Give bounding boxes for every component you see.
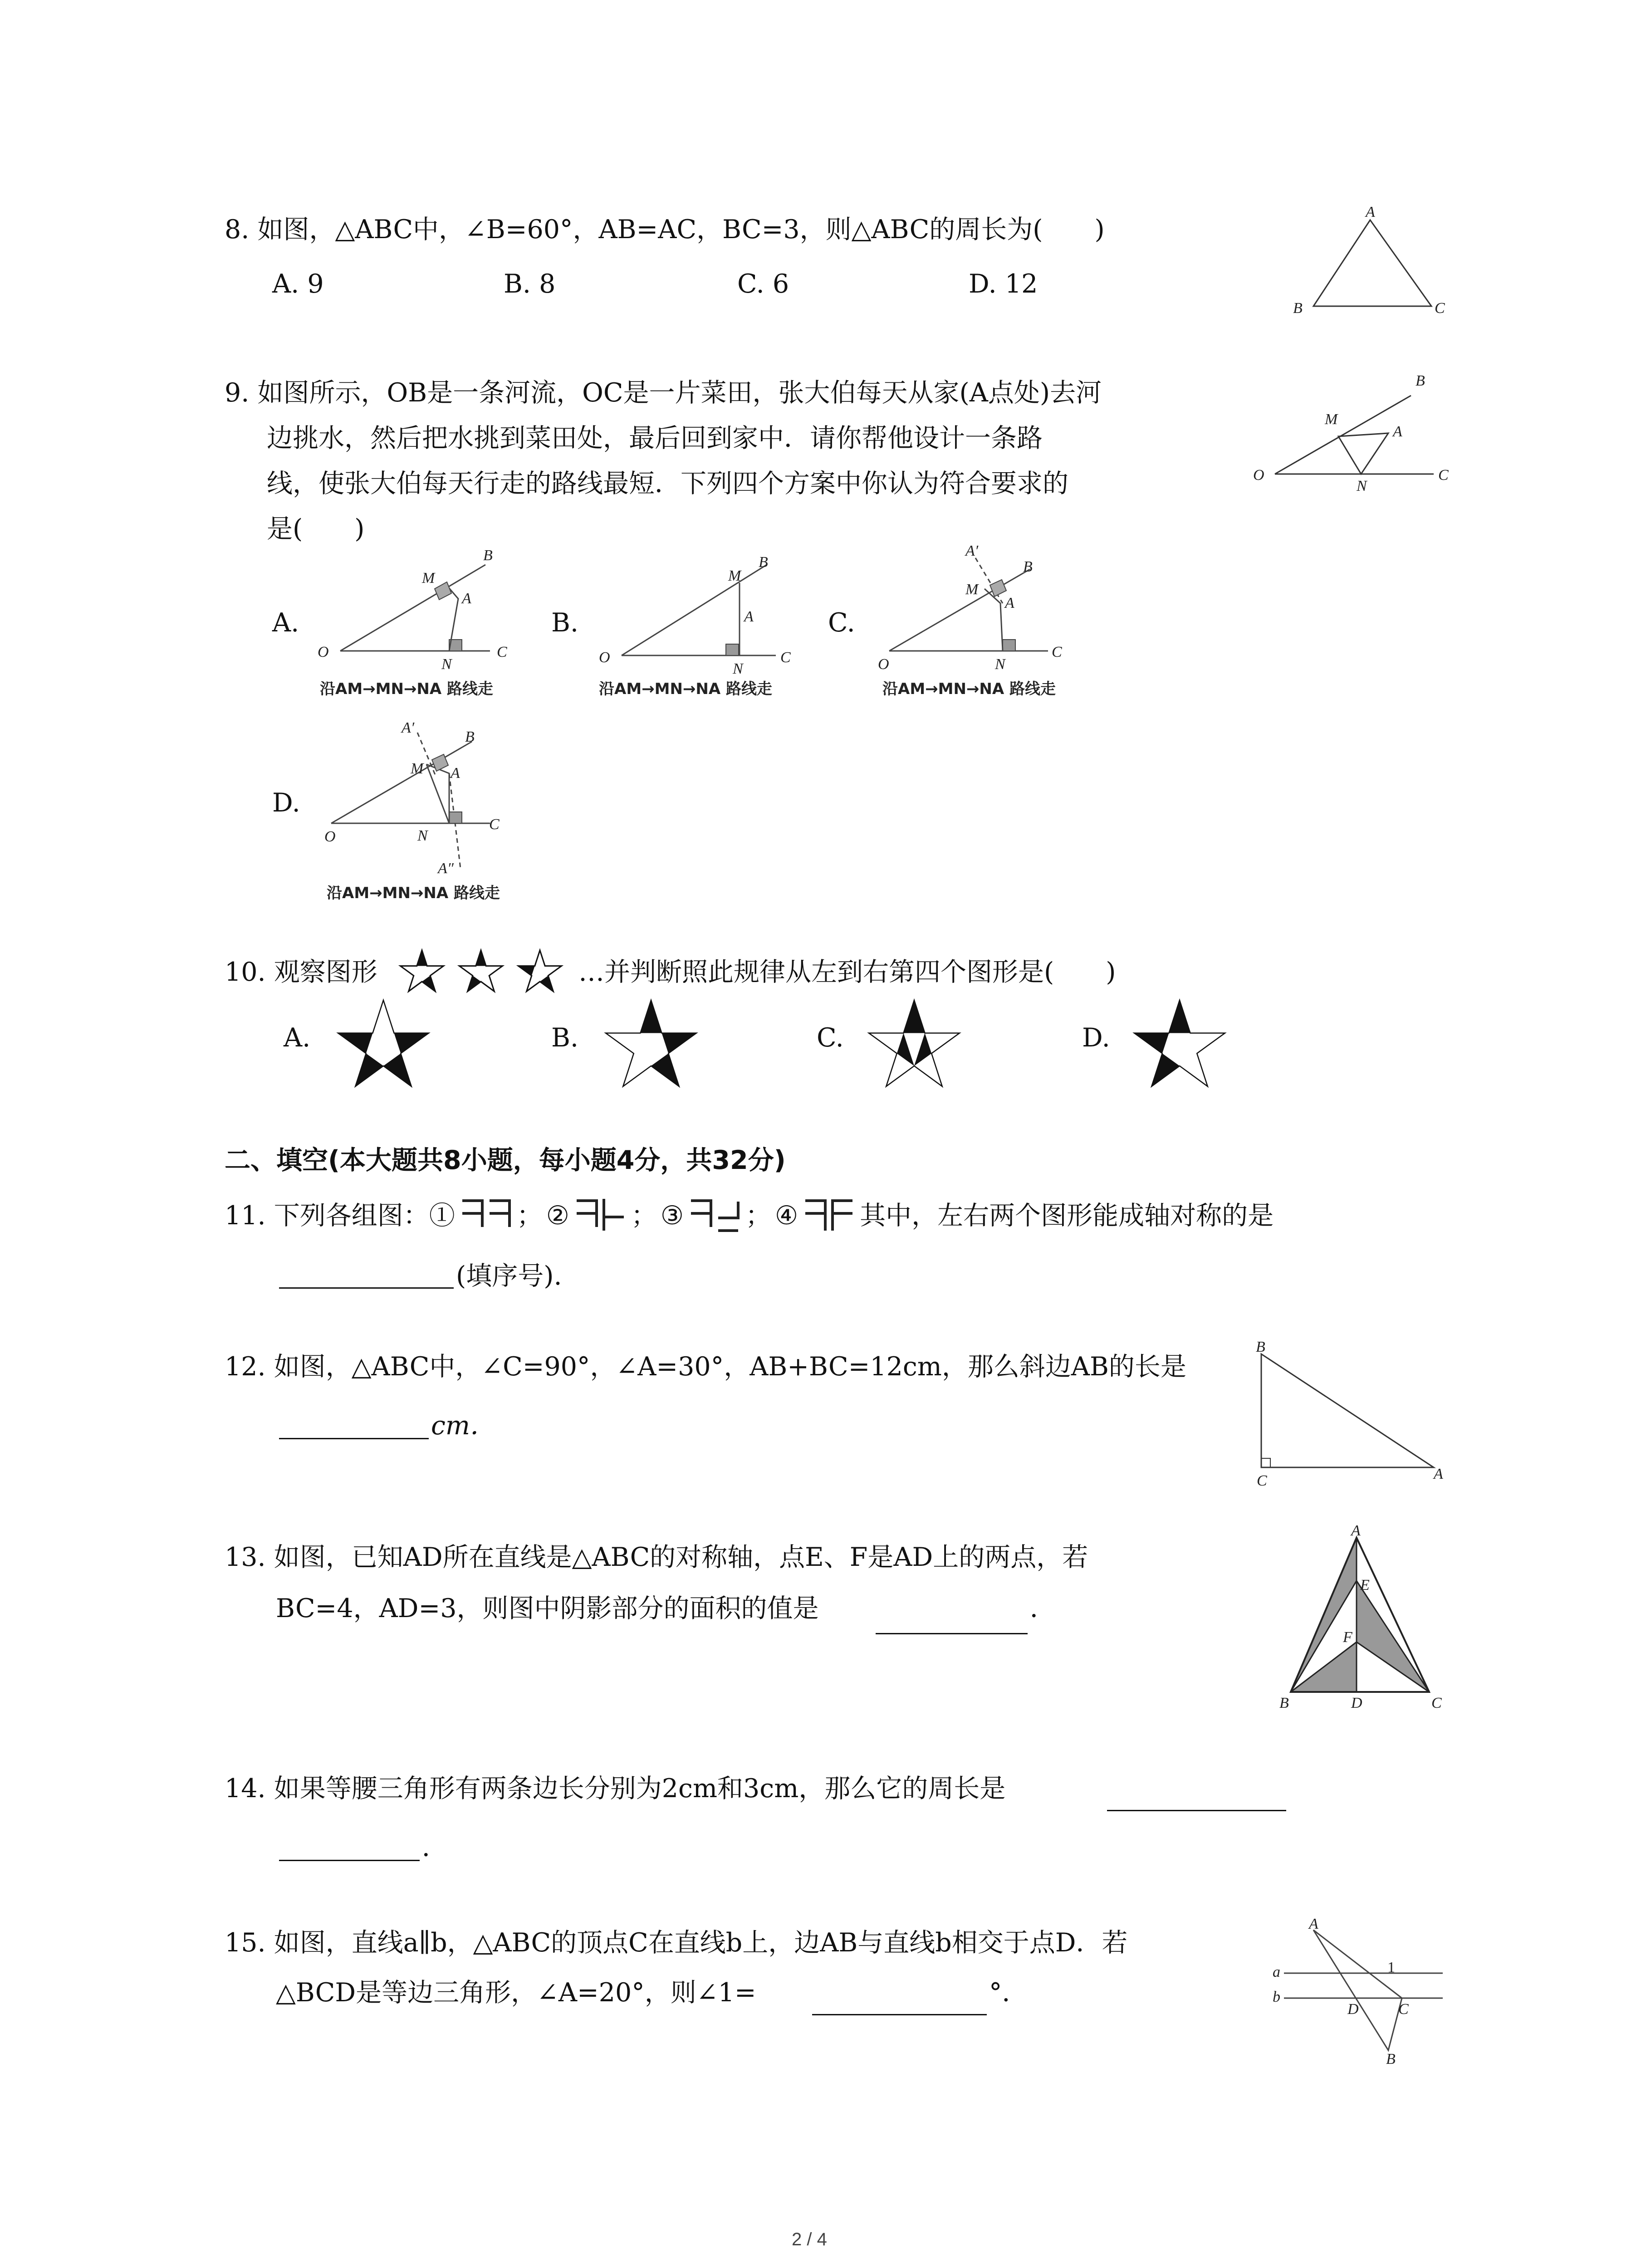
q9-c-caption: 沿AM→MN→NA 路线走 — [882, 680, 1056, 698]
q11-sep-3: ； — [745, 1200, 771, 1231]
q9-c-label-c: C — [1052, 644, 1062, 660]
q9-b-label-m: M — [728, 567, 741, 584]
q11-sep-1: ； — [516, 1200, 543, 1231]
q9-option-c-figure — [867, 540, 1093, 708]
q10-stem-continued: …并判断照此规律从左到右第四个图形是( ) — [578, 957, 1116, 987]
q8-triangle-figure — [1279, 204, 1461, 322]
q9-option-d-figure — [313, 712, 540, 912]
q9-main-label-a: A — [1393, 423, 1402, 440]
q9-line-2: 边挑水，然后把水挑到菜田处，最后回到家中．请你帮他设计一条路 — [267, 423, 1043, 453]
q9-d-label-n: N — [417, 827, 428, 844]
q9-a-label-c: C — [497, 644, 507, 660]
q9-d-label-m: M — [411, 760, 424, 777]
q12-unit: cm． — [431, 1411, 496, 1441]
q15-answer-blank[interactable] — [812, 2014, 987, 2015]
q9-main-label-m: M — [1325, 411, 1338, 428]
q13-label-b: B — [1279, 1695, 1289, 1711]
star-seq-2 — [459, 950, 502, 992]
q15-label-c: C — [1398, 2001, 1409, 2018]
q9-line-4: 是( ) — [267, 514, 365, 544]
q13-label-f: F — [1343, 1629, 1352, 1646]
q13-label-a: A — [1351, 1522, 1361, 1539]
q8-label-b: B — [1293, 300, 1303, 317]
q11-tail: (填序号). — [456, 1261, 562, 1291]
q12-label-c: C — [1257, 1472, 1267, 1489]
q9-b-label-a: A — [744, 608, 754, 625]
star-seq-3 — [518, 950, 561, 992]
q11-stem-post: 其中，左右两个图形能成轴对称的是 — [860, 1200, 1274, 1231]
q13-label-d: D — [1351, 1695, 1362, 1711]
q9-main-figure — [1243, 363, 1461, 503]
q15-end: °． — [989, 1978, 1028, 2008]
q9-a-label-o: O — [318, 644, 329, 660]
q9-option-d: D. — [272, 788, 300, 818]
q8-option-b: B. 8 — [504, 269, 556, 299]
q9-b-label-b: B — [759, 554, 768, 571]
q9-b-caption: 沿AM→MN→NA 路线走 — [599, 680, 773, 698]
q15-label-b: B — [1386, 2051, 1396, 2068]
q12-label-b: B — [1256, 1339, 1265, 1355]
q12-triangle-figure — [1234, 1338, 1452, 1492]
q9-option-a: A. — [272, 608, 299, 638]
q15-label-line-b: b — [1273, 1989, 1280, 2005]
q12-answer-blank[interactable] — [279, 1438, 429, 1439]
q9-c-label-m: M — [965, 581, 979, 598]
q15-line-2: △BCD是等边三角形，∠A=20°，则∠1= — [276, 1978, 756, 2008]
q15-parallel-lines-figure — [1266, 1916, 1461, 2068]
q9-option-b-figure — [594, 540, 821, 708]
q8-option-d: D. 12 — [969, 269, 1038, 299]
q9-d-label-b: B — [465, 728, 475, 745]
q8-label-a: A — [1366, 204, 1375, 220]
star-seq-1 — [400, 950, 443, 992]
q15-line-1: 15. 如图，直线a∥b，△ABC的顶点C在直线b上，边AB与直线b相交于点D．若 — [225, 1928, 1128, 1958]
q9-c-label-n: N — [995, 656, 1005, 673]
q9-main-label-o: O — [1253, 467, 1264, 484]
q9-b-label-o: O — [599, 649, 610, 666]
q15-label-line-a: a — [1273, 1964, 1280, 1980]
q11-stem-row — [225, 1195, 1274, 1236]
q9-c-label-o: O — [878, 656, 889, 673]
q12-stem: 12. 如图，△ABC中，∠C=90°，∠A=30°，AB+BC=12cm，那么斜边AB的长是 — [225, 1352, 1186, 1382]
q10-option-c: C. — [817, 1023, 844, 1053]
q13-end: ． — [1030, 1593, 1056, 1623]
q11-stem-pre: 11. 下列各组图：① — [225, 1200, 455, 1231]
q15-label-angle-1: 1 — [1387, 1959, 1395, 1976]
q11-num-2: ② — [546, 1200, 569, 1231]
q9-b-label-c: C — [780, 649, 791, 666]
q11-figure-4 — [802, 1195, 856, 1236]
q13-answer-blank[interactable] — [876, 1633, 1028, 1634]
q9-d-label-o: O — [324, 828, 336, 845]
q9-d-label-a-double-prime: A″ — [438, 860, 454, 877]
q11-figure-2 — [573, 1195, 627, 1236]
q9-a-label-b: B — [483, 547, 493, 564]
q9-line-1: 9. 如图所示，OB是一条河流，OC是一片菜田，张大伯每天从家(A点处)去河 — [225, 378, 1102, 408]
q15-label-a: A — [1309, 1916, 1318, 1932]
q9-a-label-a: A — [462, 590, 471, 607]
q13-label-c: C — [1431, 1695, 1442, 1711]
q8-option-c: C. 6 — [737, 269, 789, 299]
q15-label-d: D — [1347, 2001, 1359, 2018]
q9-option-a-figure — [313, 540, 540, 708]
q10-option-a: A. — [284, 1023, 311, 1053]
q9-a-caption: 沿AM→MN→NA 路线走 — [320, 680, 494, 698]
q11-num-3: ③ — [660, 1200, 684, 1231]
q9-line-3: 线，使张大伯每天行走的路线最短．下列四个方案中你认为符合要求的 — [267, 469, 1068, 499]
q11-sep-2: ； — [631, 1200, 657, 1231]
q13-line-1: 13. 如图，已知AD所在直线是△ABC的对称轴，点E、F是AD上的两点，若 — [225, 1542, 1088, 1572]
q14-end: ． — [422, 1833, 448, 1862]
q9-main-label-b: B — [1416, 372, 1425, 389]
q12-label-a: A — [1434, 1466, 1443, 1482]
q9-d-label-a: A — [451, 765, 460, 782]
q14-answer-blank-1[interactable] — [1107, 1810, 1286, 1811]
q11-num-4: ④ — [775, 1200, 798, 1231]
q10-stem: 10. 观察图形 — [225, 957, 377, 987]
q10-option-d: D. — [1082, 1023, 1110, 1053]
q11-figure-3 — [687, 1195, 742, 1236]
section-2-title: 二、填空(本大题共8小题，每小题4分，共32分) — [225, 1145, 786, 1175]
q14-stem: 14. 如果等腰三角形有两条边长分别为2cm和3cm，那么它的周长是 — [225, 1774, 1006, 1804]
q9-c-label-a-prime: A′ — [965, 543, 979, 559]
q9-d-label-a-prime: A′ — [402, 719, 415, 736]
q9-b-label-n: N — [733, 660, 743, 677]
q9-a-label-m: M — [422, 570, 435, 587]
q10-option-a-star — [327, 996, 445, 1095]
q9-option-b: B. — [551, 608, 579, 638]
q13-line-2: BC=4，AD=3，则图中阴影部分的面积的值是 — [276, 1593, 819, 1623]
q9-option-c: C. — [828, 608, 855, 638]
q11-answer-blank[interactable] — [279, 1287, 454, 1289]
q11-figure-1 — [459, 1195, 513, 1236]
q9-d-label-c: C — [489, 816, 500, 833]
page-number: 2 / 4 — [792, 2229, 827, 2249]
q8-option-a: A. 9 — [272, 269, 324, 299]
q10-option-c-star — [857, 996, 975, 1095]
q10-option-b-star — [594, 996, 712, 1095]
q14-answer-blank-2[interactable] — [279, 1860, 420, 1861]
q9-a-label-n: N — [441, 656, 452, 673]
q9-c-label-a: A — [1005, 595, 1014, 611]
q13-shaded-triangle-figure — [1266, 1522, 1461, 1724]
q10-option-b: B. — [551, 1023, 579, 1053]
q13-label-e: E — [1360, 1577, 1370, 1593]
q9-d-caption: 沿AM→MN→NA 路线走 — [327, 884, 500, 902]
q9-c-label-b: B — [1023, 558, 1033, 575]
q9-main-label-c: C — [1438, 467, 1449, 484]
q8-stem: 8. 如图，△ABC中，∠B=60°，AB=AC，BC=3，则△ABC的周长为( ) — [225, 215, 1105, 244]
q9-main-label-n: N — [1357, 478, 1367, 494]
q10-option-d-star — [1123, 996, 1241, 1095]
q8-label-c: C — [1435, 300, 1445, 317]
q10-star-sequence — [390, 946, 581, 1000]
